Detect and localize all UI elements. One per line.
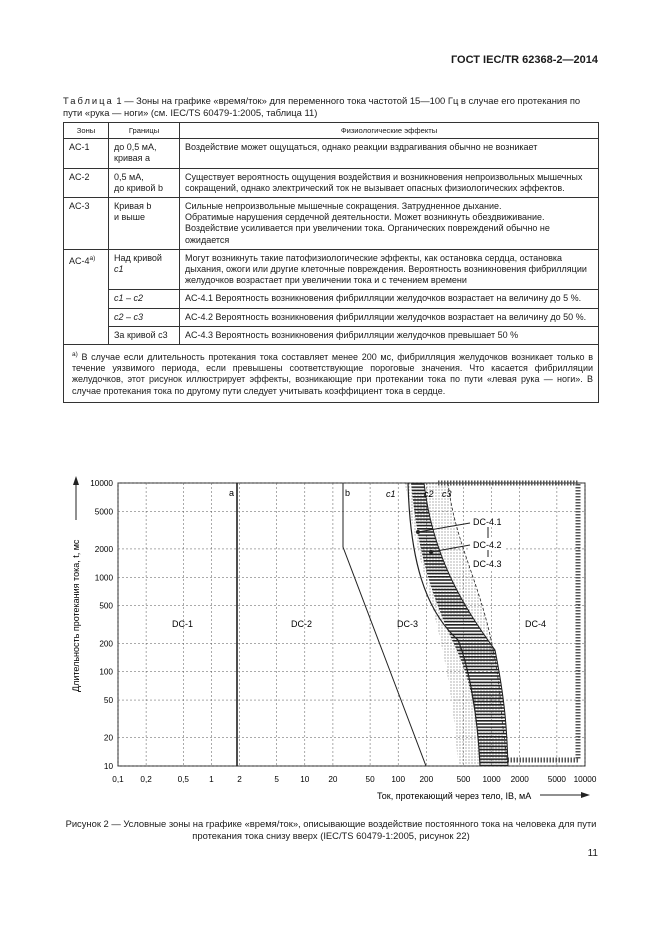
col-header-effects: Физиологические эффекты — [180, 123, 599, 139]
zone-cell — [64, 249, 109, 344]
zones-table — [63, 122, 599, 403]
effect-cell: Существует вероятность ощущения воздействия и возникновения непроизвольных мышечных сокращений, однако электрический ток не вызывает опасных физиологических эффектов. — [180, 168, 599, 197]
y-axis-label: Длительность протекания тока, t, мс — [71, 539, 81, 692]
table-footnote — [64, 345, 599, 403]
footnote-ref: а) — [89, 254, 96, 262]
x-tick-label: 500 — [456, 775, 471, 784]
x-tick-label: 5 — [274, 775, 279, 784]
label-curve-b: b — [345, 488, 351, 498]
y-tick-label: 10000 — [90, 479, 113, 488]
x-tick-label: 0,2 — [140, 775, 152, 784]
zone-dc1: DC-1 — [172, 619, 194, 629]
x-tick-label: 5000 — [547, 775, 566, 784]
effect-line: Воздействие усиливается при увеличении тока. Органических повреждений обычно не ожидается — [185, 223, 550, 245]
effect-cell: Могут возникнуть такие патофизиологические эффекты, как остановка сердца, остановка дыхания, ожоги или другие клеточные повреждения. Вероятность возникновения фибрилляции желудочков возрастает при увеличении тока и с течением времени — [180, 249, 599, 290]
x-tick-label: 200 — [419, 775, 434, 784]
zone-dc3: DC-3 — [397, 619, 419, 629]
bound-line: 0,5 мА, — [114, 171, 144, 182]
effect-cell: Воздействие может ощущаться, однако реакции вздрагивания обычно не возникает — [180, 139, 599, 168]
zone-label: AC-4 — [69, 255, 90, 266]
y-tick-label: 200 — [99, 639, 113, 649]
bound-cell: За кривой c3 — [109, 326, 180, 344]
y-tick-label: 5000 — [94, 507, 113, 517]
bound-line: и выше — [114, 212, 146, 223]
x-tick-labels — [112, 775, 597, 784]
x-tick-label: 0,1 — [112, 775, 124, 784]
y-tick-label: 50 — [103, 696, 113, 706]
bound-cell: c1 – c2 — [109, 290, 180, 308]
effect-line: Обратимые нарушения сердечной деятельности. Может возникнуть обездвиживание. — [185, 212, 545, 223]
table-row — [64, 326, 599, 344]
subzone-dc41: DC-4.1 — [473, 517, 502, 527]
y-tick-label: 10 — [103, 762, 113, 771]
col-header-bounds: Границы — [109, 123, 180, 139]
table-row — [64, 198, 599, 250]
y-tick-labels — [90, 479, 113, 771]
table-footnote-row — [64, 345, 599, 403]
time-current-chart — [0, 470, 661, 810]
y-tick-label: 20 — [103, 733, 113, 743]
bound-line: c1 — [114, 264, 124, 275]
zone-cell: AC-1 — [64, 139, 109, 168]
effect-cell: AC-4.1 Вероятность возникновения фибрилляции желудочков возрастает на величину до 5 %. — [180, 290, 599, 308]
y-tick-label: 500 — [99, 601, 113, 611]
x-tick-label: 2 — [237, 775, 242, 784]
bound-line: до кривой b — [114, 182, 163, 193]
zone-dc4: DC-4 — [525, 619, 547, 629]
label-curve-c2: c2 — [424, 489, 434, 499]
bound-line: до 0,5 мА, — [114, 142, 157, 153]
y-tick-label: 1000 — [94, 573, 113, 583]
table-caption — [63, 95, 598, 119]
figure-caption: Рисунок 2 — Условные зоны на графике «время/ток», описывающие воздействие постоянного тока на человека для пути протекания тока снизу вверх (IEC/TS 60479-1:2005, рисунок 22) — [65, 818, 597, 841]
x-tick-label: 0,5 — [177, 775, 189, 784]
bound-cell: c2 – c3 — [109, 308, 180, 326]
x-axis-label: Ток, протекающий через тело, IB, мА — [377, 791, 532, 801]
bound-line: Над кривой — [114, 252, 162, 263]
x-tick-label: 20 — [328, 775, 338, 784]
x-tick-label: 10 — [300, 775, 310, 784]
label-curve-a: a — [229, 488, 235, 498]
table-caption-label: Таблица — [63, 95, 114, 106]
label-curve-c1: c1 — [386, 489, 396, 499]
table-header-row — [64, 123, 599, 139]
table-row — [64, 249, 599, 290]
y-tick-label: 2000 — [94, 544, 113, 554]
label-curve-c3: c3 — [442, 489, 452, 499]
table-row — [64, 168, 599, 197]
table-row — [64, 308, 599, 326]
col-header-zones: Зоны — [64, 123, 109, 139]
effect-line: Сильные непроизвольные мышечные сокращения. Затрудненное дыхание. — [185, 201, 502, 212]
table-caption-text: 1 — Зоны на графике «время/ток» для переменного тока частотой 15—100 Гц в случае его протекания по пути «рука — ноги» (см. IEC/TS 60479-1:2005, таблица 11) — [63, 95, 581, 118]
subzone-dc43: DC-4.3 — [473, 559, 502, 569]
zone-cell: AC-3 — [64, 198, 109, 250]
x-tick-label: 2000 — [510, 775, 529, 784]
page-number: 11 — [587, 848, 598, 859]
effect-cell: AC-4.2 Вероятность возникновения фибрилляции желудочков возрастает на величину до 50 %. — [180, 308, 599, 326]
x-tick-label: 1 — [209, 775, 214, 784]
table-row — [64, 139, 599, 168]
x-tick-label: 50 — [365, 775, 375, 784]
axis-arrows — [73, 476, 590, 798]
footnote-text: В случае если длительность протекания тока составляет менее 200 мс, фибрилляция желудочков возникает только в течение уязвимого периода, если превышены соответствующие пороговые значения. Что касается фибрилляции желудочков, этот рисунок иллюстрирует эффекты, возникающие при протекании тока по пути «левая рука — ноги». В случае протекания тока по другому пути следует учитывать коэффициент тока в сердце. — [72, 352, 593, 396]
bound-line: Кривая b — [114, 201, 152, 212]
zone-dc2: DC-2 — [291, 619, 313, 629]
footnote-mark: а) — [72, 351, 78, 359]
y-tick-label: 100 — [99, 667, 113, 677]
bound-cell — [109, 168, 180, 197]
effect-cell: AC-4.3 Вероятность возникновения фибрилляции желудочков превышает 50 % — [180, 326, 599, 344]
x-tick-label: 1000 — [482, 775, 501, 784]
zone-cell: AC-2 — [64, 168, 109, 197]
x-tick-label: 10000 — [573, 775, 597, 784]
bound-cell — [109, 249, 180, 290]
bound-line: кривая а — [114, 153, 151, 164]
x-tick-label: 100 — [391, 775, 406, 784]
bound-cell — [109, 139, 180, 168]
bound-cell — [109, 198, 180, 250]
page-header: ГОСТ IEC/TR 62368-2—2014 — [450, 54, 598, 66]
table-row — [64, 290, 599, 308]
subzone-dc42: DC-4.2 — [473, 540, 502, 550]
effect-cell — [180, 198, 599, 250]
